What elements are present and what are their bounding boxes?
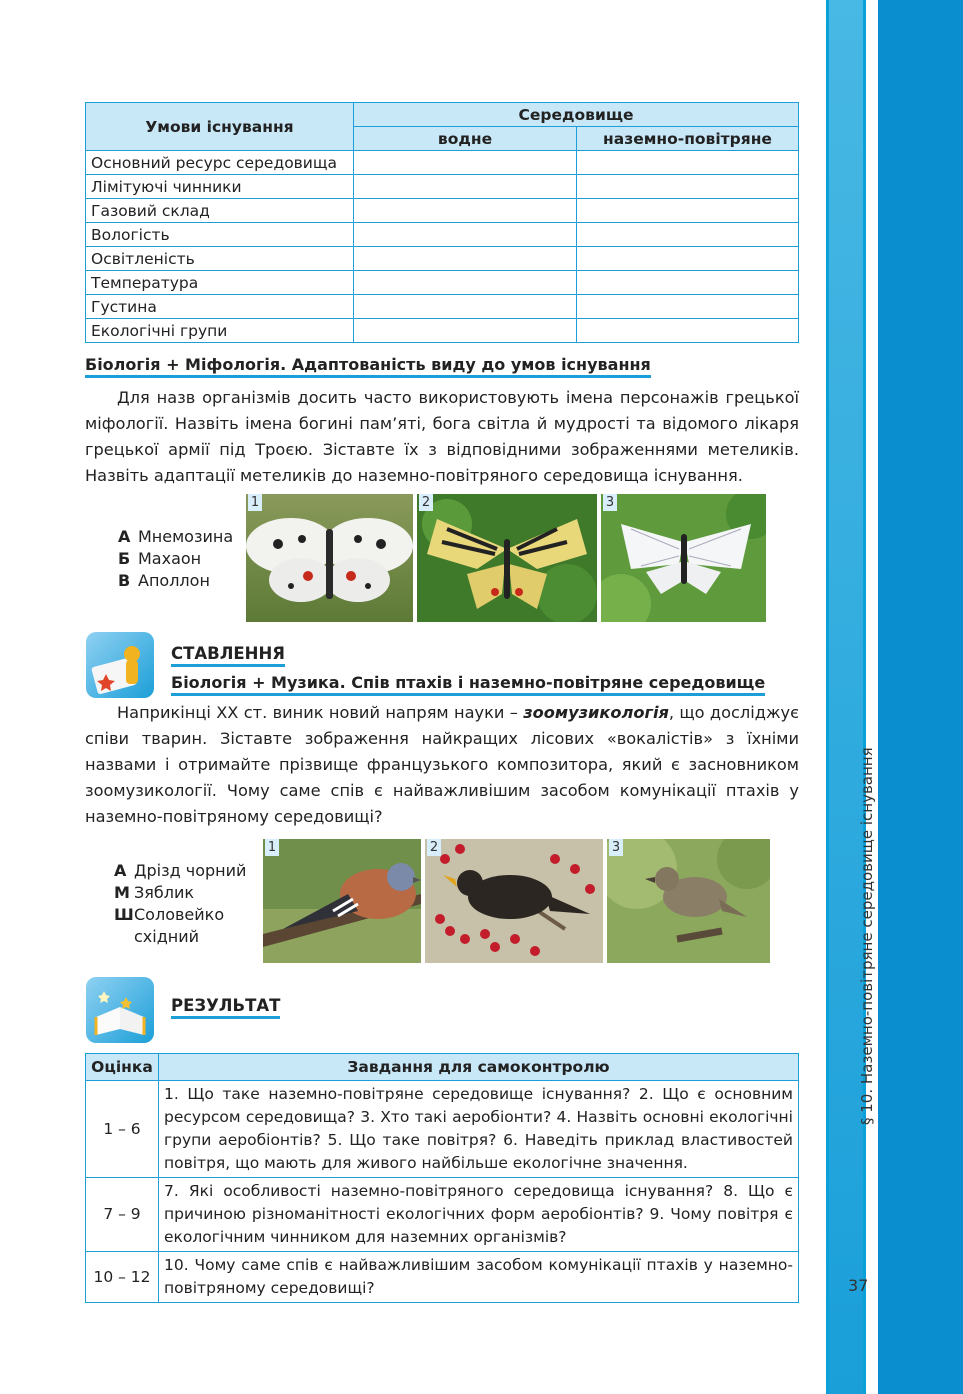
attitude-icon: [86, 632, 154, 698]
grade-cell: 10 – 12: [86, 1252, 159, 1303]
result-title: РЕЗУЛЬТАТ: [171, 996, 280, 1019]
butterfly-photo-swallowtail: [417, 494, 597, 622]
mythology-heading: Біологія + Міфологія. Адаптованість виду до умов існування: [85, 355, 651, 378]
grade-cell: 7 – 9: [86, 1178, 159, 1252]
table-row: [86, 1178, 799, 1252]
table-row: [86, 295, 799, 319]
cell-land-air[interactable]: [577, 295, 799, 319]
table-row: [86, 1252, 799, 1303]
cell-water[interactable]: [354, 319, 577, 343]
table-row: [86, 223, 799, 247]
mythology-text-body: Для назв організмів досить часто використовують імена персонажів грецької міфології. Назвіть імена богині пам’яті, бога світла й мудрості та відомого лікаря грецької армії під Троєю. Зіставте їх з відповідними зображеннями метеликів. Назвіть адаптації метеликів до наземно-повітряного середовища існування.: [85, 388, 799, 485]
side-band-dark: [878, 0, 963, 1394]
photo-number: 1: [248, 494, 262, 511]
cell-water[interactable]: [354, 295, 577, 319]
table-row: [86, 1081, 799, 1178]
photo-number: 3: [609, 839, 623, 856]
attitude-heading: Біологія + Музика. Спів птахів і наземно-повітряне середовище: [171, 673, 765, 696]
table-row: [86, 175, 799, 199]
header-tasks: Завдання для самоконтролю: [159, 1054, 799, 1081]
bird-options: [114, 860, 246, 948]
cell-water[interactable]: [354, 271, 577, 295]
photo-number: 2: [427, 839, 441, 856]
cell-land-air[interactable]: [577, 223, 799, 247]
header-water: водне: [354, 127, 577, 151]
butterfly-photo-mnemosyne: [601, 494, 766, 622]
page-number: 37: [848, 1276, 869, 1295]
cell-water[interactable]: [354, 151, 577, 175]
cell-land-air[interactable]: [577, 151, 799, 175]
option-m: М Зяблик: [114, 883, 195, 902]
photo-number: 3: [603, 494, 617, 511]
row-label: Освітленість: [86, 247, 354, 271]
result-table: [85, 1053, 799, 1303]
row-label: Температура: [86, 271, 354, 295]
option-a: А Мнемозина: [118, 527, 234, 546]
table-row: [86, 151, 799, 175]
table-row: [86, 247, 799, 271]
row-label: Вологість: [86, 223, 354, 247]
attitude-text: Наприкінці ХХ ст. виник новий напрям науки – зоомузикологія, що досліджує співи тварин. Зіставте зображення найкращих лісових «вокалістів» з їхніми назвами і отримайте прізвище французького композитора, який є засновником зоомузикології. Чому саме спів є найважливішим засобом комунікації птахів у наземно-повітряному середовищі?: [85, 703, 799, 826]
cell-land-air[interactable]: [577, 319, 799, 343]
bird-photo-nightingale: [607, 839, 770, 963]
row-label: Екологічні групи: [86, 319, 354, 343]
tasks-cell: 7. Які особливості наземно-повітряного середовища існування? 8. Що є причиною різноманітності екологічних форм аеробіонтів? 9. Чому повітря є екологічним чинником для наземних організмів?: [159, 1178, 799, 1252]
table-row: [86, 319, 799, 343]
cell-land-air[interactable]: [577, 247, 799, 271]
option-sh-cont: східний: [134, 927, 200, 946]
term-zoomusicology: зоомузикологія: [523, 703, 669, 722]
cell-water[interactable]: [354, 199, 577, 223]
photo-number: 1: [265, 839, 279, 856]
row-label: Основний ресурс середовища: [86, 151, 354, 175]
tasks-cell: 10. Чому саме спів є найважливішим засобом комунікації птахів у наземно-повітряному середовищі?: [159, 1252, 799, 1303]
cell-water[interactable]: [354, 175, 577, 199]
option-b: Б Махаон: [118, 549, 202, 568]
bird-photo-chaffinch: [263, 839, 421, 963]
cell-land-air[interactable]: [577, 199, 799, 223]
cell-land-air[interactable]: [577, 175, 799, 199]
header-environment: Середовище: [354, 103, 799, 127]
cell-water[interactable]: [354, 247, 577, 271]
row-label: Лімітуючі чинники: [86, 175, 354, 199]
conditions-table: [85, 102, 799, 343]
row-label: Газовий склад: [86, 199, 354, 223]
cell-land-air[interactable]: [577, 271, 799, 295]
option-c: В Аполлон: [118, 571, 210, 590]
header-grade: Оцінка: [86, 1054, 159, 1081]
table-row: [86, 199, 799, 223]
grade-cell: 1 – 6: [86, 1081, 159, 1178]
table-row: [86, 271, 799, 295]
tasks-cell: 1. Що таке наземно-повітряне середовище існування? 2. Що є основним ресурсом середовища? 3. Хто такі аеробіонти? 4. Назвіть основні екологічні групи аеробіонтів? 5. Що таке повітря? 6. Наведіть приклад властивостей повітря, що мають для живого найбільше екологічне значення.: [159, 1081, 799, 1178]
option-a: А Дрізд чорний: [114, 861, 247, 880]
header-land-air: наземно-повітряне: [577, 127, 799, 151]
bird-photo-blackbird: [425, 839, 603, 963]
photo-number: 2: [419, 494, 433, 511]
header-conditions: Умови існування: [86, 103, 354, 151]
section-side-title: § 10. Наземно-повітряне середовище існування: [858, 747, 876, 1125]
row-label: Густина: [86, 295, 354, 319]
butterfly-photo-apollo: [246, 494, 413, 622]
result-icon: [86, 977, 154, 1043]
mythology-text: [85, 385, 799, 489]
attitude-title: СТАВЛЕННЯ: [171, 644, 285, 667]
cell-water[interactable]: [354, 223, 577, 247]
side-band-gap: [866, 0, 878, 1394]
butterfly-options: [118, 526, 233, 592]
side-band-inner: [829, 0, 863, 1394]
option-sh: ШСоловейко: [114, 905, 225, 924]
